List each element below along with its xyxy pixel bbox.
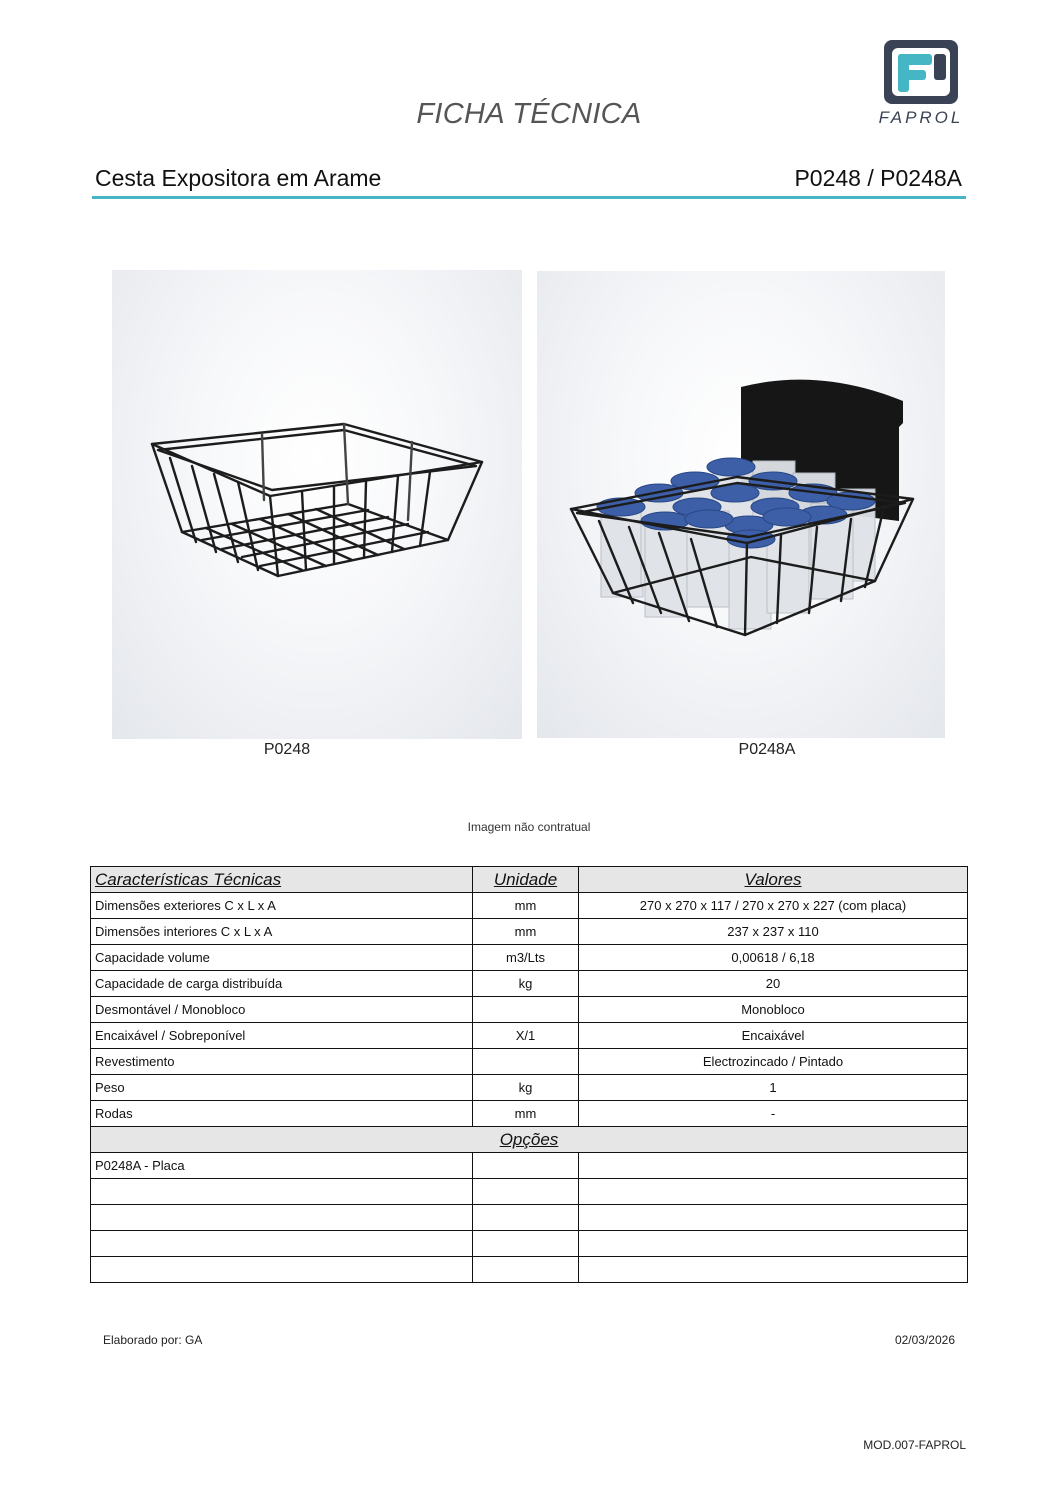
option-row bbox=[91, 1205, 968, 1231]
document-date: 02/03/2026 bbox=[894, 1333, 955, 1347]
characteristic-cell: Dimensões interiores C x L x A bbox=[91, 919, 473, 945]
product-header bbox=[92, 163, 966, 199]
table-row bbox=[91, 971, 968, 997]
unit-cell: mm bbox=[473, 1101, 579, 1127]
characteristic-cell: Rodas bbox=[91, 1101, 473, 1127]
option-row bbox=[91, 1231, 968, 1257]
characteristic-cell: Dimensões exteriores C x L x A bbox=[91, 893, 473, 919]
product-image-p0248a bbox=[537, 271, 945, 738]
option-row bbox=[91, 1257, 968, 1283]
specifications-table bbox=[90, 866, 968, 1283]
table-row bbox=[91, 893, 968, 919]
logo-text: FAPROL bbox=[878, 108, 964, 127]
table-row bbox=[91, 1023, 968, 1049]
option-value-cell bbox=[579, 1257, 968, 1283]
column-header-values: Valores bbox=[579, 867, 968, 893]
option-name-cell bbox=[91, 1205, 473, 1231]
image-caption-p0248a: P0248A bbox=[738, 741, 796, 758]
option-unit-cell bbox=[473, 1231, 579, 1257]
value-cell: Monobloco bbox=[579, 997, 968, 1023]
characteristic-cell: Capacidade volume bbox=[91, 945, 473, 971]
unit-cell: m3/Lts bbox=[473, 945, 579, 971]
options-header-row bbox=[91, 1127, 968, 1153]
table-row bbox=[91, 919, 968, 945]
table-header-row bbox=[91, 867, 968, 893]
basket-with-jars-illustration bbox=[537, 271, 945, 738]
option-value-cell bbox=[579, 1205, 968, 1231]
option-unit-cell bbox=[473, 1257, 579, 1283]
option-row bbox=[91, 1153, 968, 1179]
unit-cell: mm bbox=[473, 893, 579, 919]
wire-basket-illustration bbox=[112, 270, 522, 739]
table-row bbox=[91, 1101, 968, 1127]
value-cell: - bbox=[579, 1101, 968, 1127]
option-name-cell bbox=[91, 1257, 473, 1283]
options-title: Opções bbox=[91, 1127, 968, 1153]
option-value-cell bbox=[579, 1179, 968, 1205]
option-unit-cell bbox=[473, 1153, 579, 1179]
table-row bbox=[91, 945, 968, 971]
value-cell: 0,00618 / 6,18 bbox=[579, 945, 968, 971]
option-unit-cell bbox=[473, 1179, 579, 1205]
option-name-cell bbox=[91, 1179, 473, 1205]
table-row bbox=[91, 1049, 968, 1075]
option-value-cell bbox=[579, 1231, 968, 1257]
unit-cell bbox=[473, 997, 579, 1023]
value-cell: 1 bbox=[579, 1075, 968, 1101]
product-codes: P0248 / P0248A bbox=[794, 165, 962, 191]
model-code: MOD.007-FAPROL bbox=[863, 1438, 966, 1452]
value-cell: Electrozincado / Pintado bbox=[579, 1049, 968, 1075]
table-row bbox=[91, 1075, 968, 1101]
unit-cell: X/1 bbox=[473, 1023, 579, 1049]
column-header-unit: Unidade bbox=[473, 867, 579, 893]
option-value-cell bbox=[579, 1153, 968, 1179]
author-note: Elaborado por: GA bbox=[103, 1333, 203, 1347]
image-disclaimer: Imagem não contratual bbox=[467, 820, 591, 834]
option-name-cell bbox=[91, 1231, 473, 1257]
unit-cell: mm bbox=[473, 919, 579, 945]
characteristic-cell: Desmontável / Monobloco bbox=[91, 997, 473, 1023]
characteristic-cell: Capacidade de carga distribuída bbox=[91, 971, 473, 997]
option-row bbox=[91, 1179, 968, 1205]
characteristic-cell: Revestimento bbox=[91, 1049, 473, 1075]
option-name-cell: P0248A - Placa bbox=[91, 1153, 473, 1179]
unit-cell bbox=[473, 1049, 579, 1075]
value-cell: 270 x 270 x 117 / 270 x 270 x 227 (com placa) bbox=[579, 893, 968, 919]
unit-cell: kg bbox=[473, 1075, 579, 1101]
product-name: Cesta Expositora em Arame bbox=[95, 165, 382, 191]
table-row bbox=[91, 997, 968, 1023]
product-image-p0248 bbox=[112, 270, 522, 739]
unit-cell: kg bbox=[473, 971, 579, 997]
column-header-characteristics: Características Técnicas bbox=[91, 867, 473, 893]
value-cell: 20 bbox=[579, 971, 968, 997]
characteristic-cell: Peso bbox=[91, 1075, 473, 1101]
document-title: FICHA TÉCNICA bbox=[416, 98, 642, 130]
image-caption-p0248: P0248 bbox=[263, 741, 311, 758]
characteristic-cell: Encaixável / Sobreponível bbox=[91, 1023, 473, 1049]
value-cell: 237 x 237 x 110 bbox=[579, 919, 968, 945]
option-unit-cell bbox=[473, 1205, 579, 1231]
value-cell: Encaixável bbox=[579, 1023, 968, 1049]
